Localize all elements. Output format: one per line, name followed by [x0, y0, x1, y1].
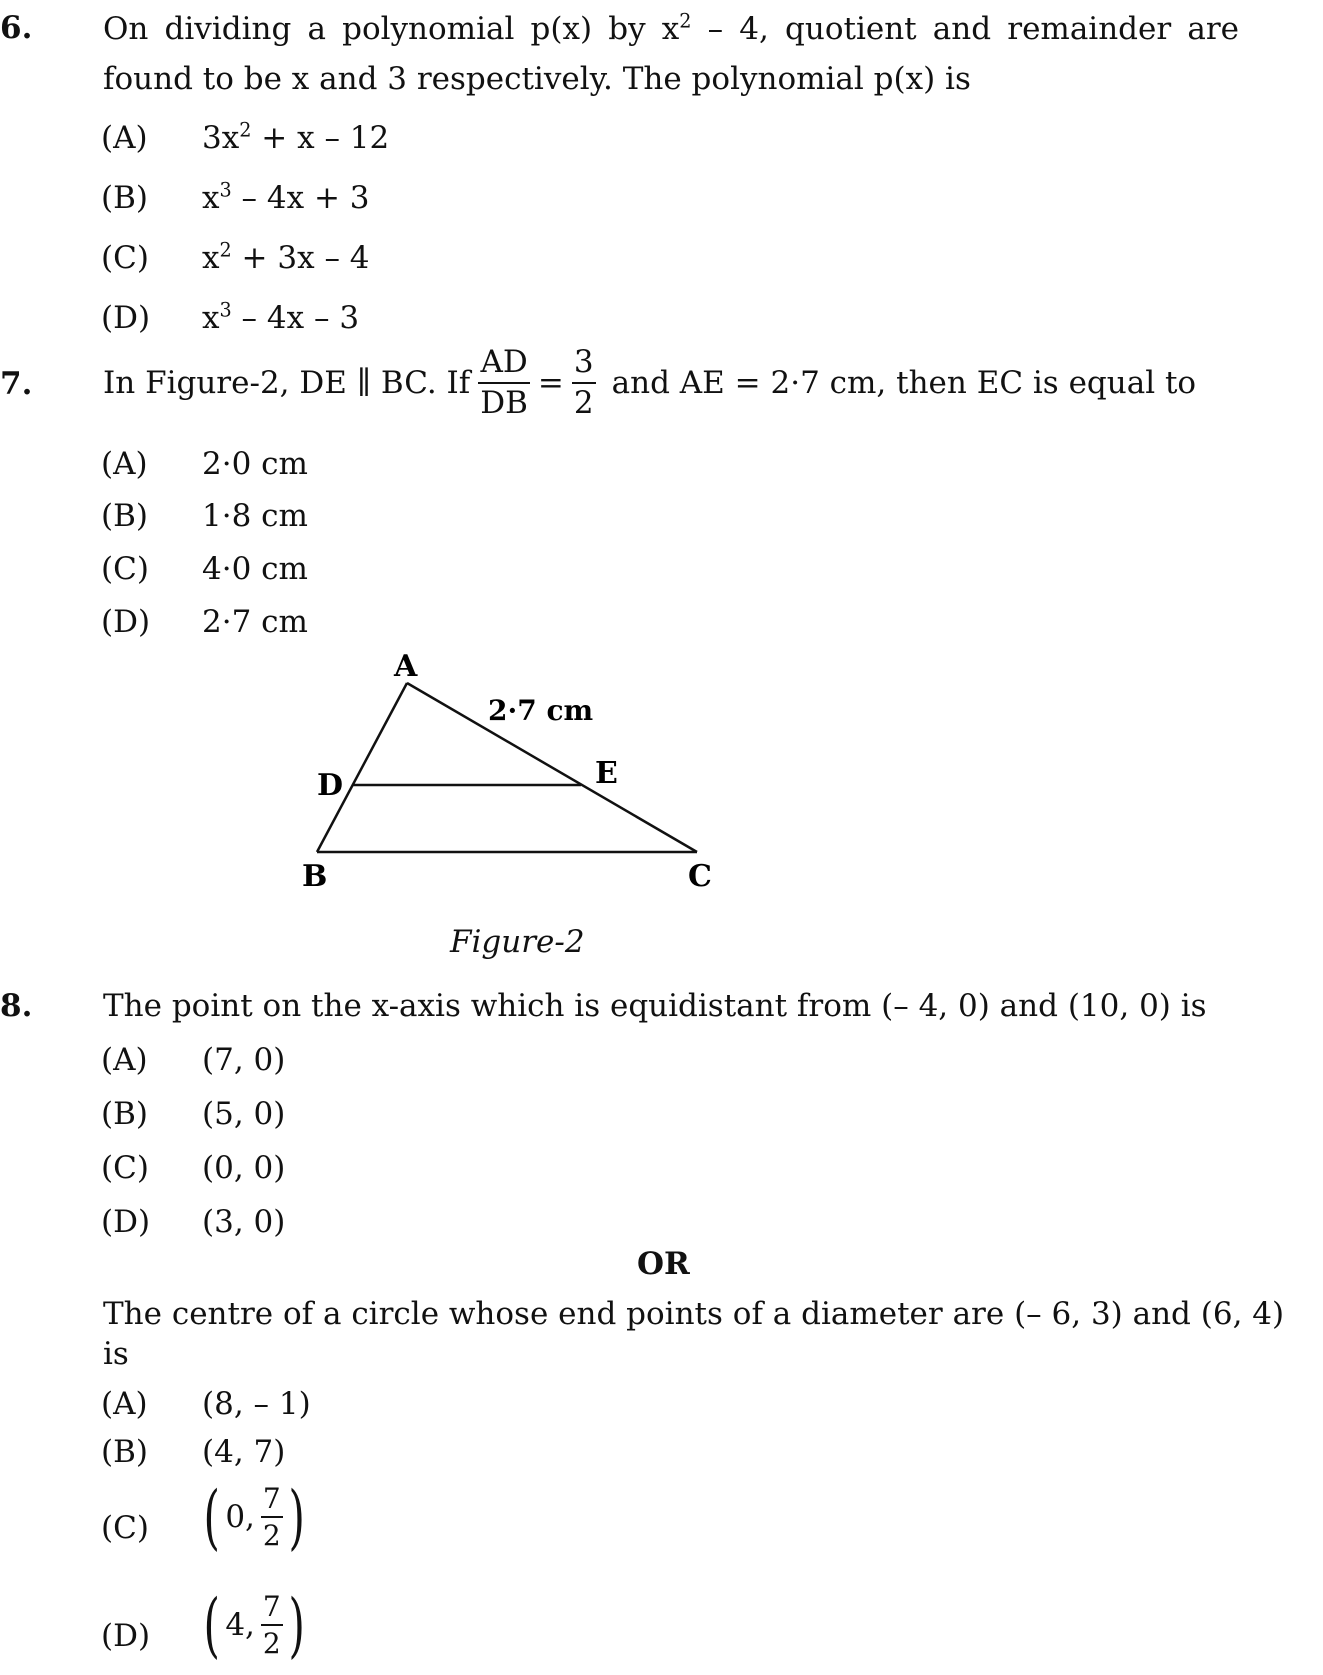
left-paren: ( [203, 1584, 220, 1666]
q6-option-a-sup: 2 [239, 118, 252, 142]
q6-option-b-base: x [202, 180, 220, 216]
vertex-a-label: A [394, 649, 418, 684]
q8-option-c[interactable]: (0, 0) [202, 1150, 286, 1186]
fraction-denominator: 2 [262, 1519, 281, 1552]
q7-option-c[interactable]: 4·0 cm [202, 551, 308, 587]
vertex-b-label: B [302, 859, 328, 894]
q8-alt-option-b[interactable]: (4, 7) [202, 1434, 286, 1470]
pair-first-value: 0, [225, 1499, 255, 1535]
q6-option-d-label[interactable]: (D) [101, 300, 151, 336]
q8-option-b-label[interactable]: (B) [101, 1096, 148, 1132]
q6-option-d[interactable] [202, 300, 359, 336]
vertex-e-label: E [595, 756, 618, 791]
q7-option-a-label[interactable]: (A) [101, 446, 148, 482]
fraction-numerator: 7 [261, 1592, 283, 1626]
left-paren: ( [203, 1476, 220, 1558]
q8-option-d[interactable]: (3, 0) [202, 1204, 286, 1240]
fraction-denominator: DB [480, 384, 528, 421]
q6-option-a-base: 3x [202, 120, 240, 156]
fraction-denominator: 2 [573, 384, 594, 421]
q8-alt-option-b-label[interactable]: (B) [101, 1434, 148, 1470]
q8-option-b[interactable]: (5, 0) [202, 1096, 286, 1132]
q6-option-a-label[interactable]: (A) [101, 120, 148, 156]
fraction-numerator: 3 [572, 346, 596, 384]
q8-alt-option-a[interactable]: (8, – 1) [202, 1386, 311, 1422]
vertex-c-label: C [688, 859, 712, 894]
q6-superscript: 2 [679, 9, 692, 33]
parenthesized-pair [198, 1476, 310, 1558]
q6-option-a-rest: + x – 12 [251, 120, 390, 156]
q7-option-c-label[interactable]: (C) [101, 551, 149, 587]
q6-option-c[interactable] [202, 240, 370, 276]
q6-option-d-rest: – 4x – 3 [231, 300, 360, 336]
fraction-numerator: 7 [261, 1484, 283, 1518]
q8-option-a[interactable]: (7, 0) [202, 1042, 286, 1078]
q6-option-c-base: x [202, 240, 220, 276]
vertex-d-label: D [317, 768, 344, 803]
question-6-text [103, 4, 1239, 104]
question-7-text [103, 346, 1196, 419]
q8-alt-option-c[interactable] [198, 1476, 310, 1558]
question-8-text: The point on the x-axis which is equidistant from (– 4, 0) and (10, 0) is [103, 988, 1207, 1024]
q7-option-d-label[interactable]: (D) [101, 604, 151, 640]
right-paren: ) [288, 1584, 305, 1666]
q8-alt-option-a-label[interactable]: (A) [101, 1386, 148, 1422]
q6-option-d-sup: 3 [219, 298, 232, 322]
q8-alt-option-c-label[interactable]: (C) [101, 1510, 149, 1546]
question-number-6: 6. [0, 10, 33, 46]
q8-alt-text-line2: is [103, 1336, 129, 1372]
q8-option-a-label[interactable]: (A) [101, 1042, 148, 1078]
q7-option-d[interactable]: 2·7 cm [202, 604, 308, 640]
q8-alt-option-d[interactable] [198, 1584, 310, 1666]
q8-alt-option-d-label[interactable]: (D) [101, 1618, 151, 1654]
right-paren: ) [288, 1476, 305, 1558]
fraction-7-2 [261, 1589, 283, 1660]
question-number-8: 8. [0, 988, 33, 1024]
pair-first-value: 4, [225, 1607, 255, 1643]
q6-text-pre: On dividing a polynomial p(x) by x [103, 11, 680, 47]
fraction-numerator: AD [478, 346, 530, 384]
q6-option-c-sup: 2 [219, 238, 232, 262]
q7-option-b[interactable]: 1·8 cm [202, 498, 308, 534]
fraction-7-2 [261, 1481, 283, 1552]
q6-option-a[interactable] [202, 120, 389, 156]
question-number-7: 7. [0, 366, 33, 402]
equals-sign: = [537, 364, 564, 401]
q8-option-c-label[interactable]: (C) [101, 1150, 149, 1186]
triangle-figure [290, 640, 730, 900]
fraction-3-2 [572, 346, 596, 419]
fraction-ad-db [478, 346, 530, 419]
q6-option-c-rest: + 3x – 4 [231, 240, 370, 276]
q7-option-a[interactable]: 2·0 cm [202, 446, 308, 482]
fraction-denominator: 2 [262, 1627, 281, 1660]
q8-option-d-label[interactable]: (D) [101, 1204, 151, 1240]
q6-option-b-label[interactable]: (B) [101, 180, 148, 216]
q7-text-pre: In Figure-2, DE ∥ BC. If [103, 364, 471, 401]
q6-option-d-base: x [202, 300, 220, 336]
or-separator: OR [637, 1246, 690, 1282]
q6-text-post: – 4, quotient and remainder are found to be x and 3 respectively. The polynomial p(x) is [103, 11, 1239, 97]
q6-option-b-sup: 3 [219, 178, 232, 202]
q6-option-b-rest: – 4x + 3 [231, 180, 370, 216]
q8-alt-text-line1: The centre of a circle whose end points of a diameter are (– 6, 3) and (6, 4) [103, 1296, 1285, 1332]
q7-option-b-label[interactable]: (B) [101, 498, 148, 534]
q6-option-c-label[interactable]: (C) [101, 240, 149, 276]
q6-option-b[interactable] [202, 180, 370, 216]
q7-text-post: and AE = 2·7 cm, then EC is equal to [611, 364, 1197, 401]
figure-caption: Figure-2 [450, 924, 585, 960]
parenthesized-pair [198, 1584, 310, 1666]
side-length-label: 2·7 cm [488, 694, 594, 727]
